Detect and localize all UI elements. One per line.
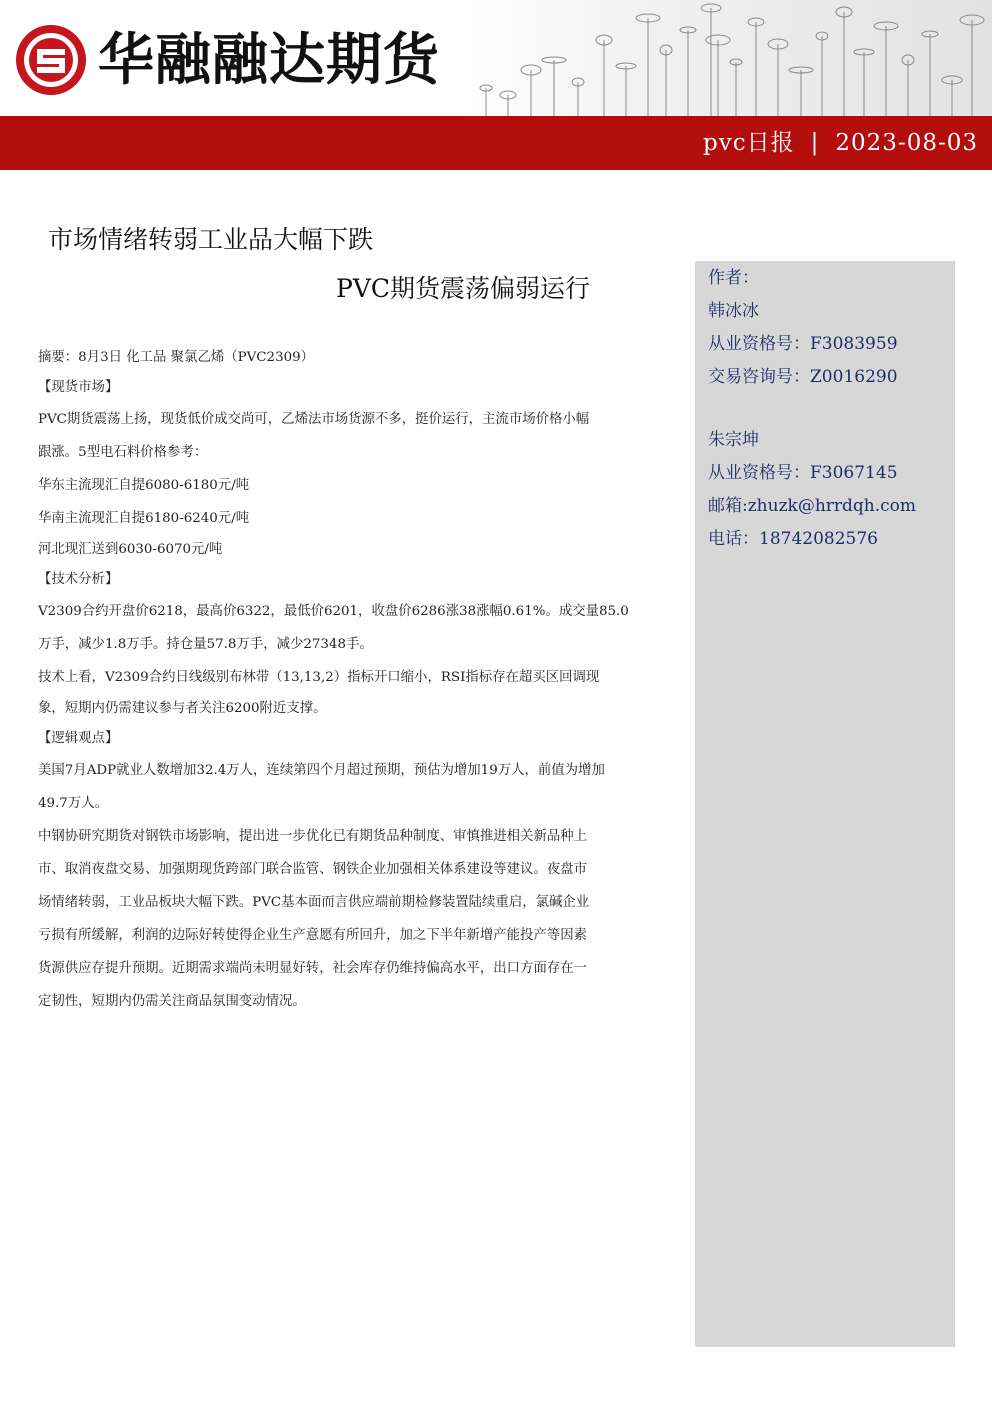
paragraph-line: 场情绪转弱，工业品板块大幅下跌。PVC基本面而言供应端前期检修装置陆续重启，氯碱企业	[38, 895, 590, 910]
report-title-line2: PVC期货震荡偏弱运行	[336, 274, 591, 303]
author2-phone: 电话：18742082576	[708, 529, 878, 549]
circle-s-logo-icon	[14, 23, 88, 97]
paragraph-line: 河北现汇送到6030-6070元/吨	[38, 542, 223, 557]
section-heading-spot: 【现货市场】	[38, 380, 119, 395]
author2-email[interactable]: 邮箱:zhuzk@hrrdqh.com	[708, 496, 917, 516]
report-info	[703, 126, 978, 160]
paragraph-line: 定韧性，短期内仍需关注商品氛围变动情况。	[38, 994, 306, 1009]
paragraph-line: 跟涨。5型电石料价格参考：	[38, 445, 208, 460]
paragraph-line: PVC期货震荡上扬，现货低价成交尚可，乙烯法市场货源不多，挺价运行，主流市场价格小幅	[38, 412, 590, 427]
paragraph-line: 象，短期内仍需建议参与者关注6200附近支撑。	[38, 701, 327, 716]
author1-qualification: 从业资格号：F3083959	[708, 334, 898, 354]
author-info	[708, 262, 948, 556]
paragraph-line: 49.7万人。	[38, 796, 108, 811]
paragraph-line: 华东主流现汇自提6080-6180元/吨	[38, 478, 250, 493]
author2-name: 朱宗坤	[708, 430, 759, 450]
paragraph-line: 市、取消夜盘交易、加强期现货跨部门联合监管、钢铁企业加强相关体系建设等建议。夜盘市	[38, 862, 588, 877]
paragraph-line: 技术上看，V2309合约日线级别布林带（13,13,2）指标开口缩小，RSI指标存在超买区回调现	[38, 670, 600, 685]
paragraph-line: V2309合约开盘价6218，最高价6322，最低价6201，收盘价6286涨38涨幅0.61%。成交量85.0	[38, 604, 629, 619]
paragraph-line: 中钢协研究期货对钢铁市场影响，提出进一步优化已有期货品种制度、审慎推进相关新品种上	[38, 829, 588, 844]
author-heading: 作者：	[708, 268, 759, 288]
paragraph-line: 亏损有所缓解，利润的边际好转使得企业生产意愿有所回升，加之下半年新增产能投产等因素	[38, 928, 588, 943]
summary-line: 摘要：8月3日 化工品 聚氯乙烯（PVC2309）	[38, 350, 315, 365]
author2-qualification: 从业资格号：F3067145	[708, 463, 898, 483]
brand-name: 华融融达期货	[98, 28, 440, 93]
report-title-line1: 市场情绪转弱工业品大幅下跌	[48, 225, 374, 254]
header-separator: |	[810, 130, 820, 156]
paragraph-line: 万手，减少1.8万手。持仓量57.8万手，减少27348手。	[38, 637, 373, 652]
author1-name: 韩冰冰	[708, 301, 759, 321]
report-name: pvc日报	[703, 130, 795, 156]
report-body	[38, 343, 678, 1018]
paragraph-line: 华南主流现汇自提6180-6240元/吨	[38, 511, 250, 526]
author1-consulting-number: 交易咨询号：Z0016290	[708, 367, 898, 387]
section-heading-logic: 【逻辑观点】	[38, 731, 119, 746]
section-heading-tech: 【技术分析】	[38, 572, 119, 587]
paragraph-line: 美国7月ADP就业人数增加32.4万人，连续第四个月超过预期，预估为增加19万人，前值为增加	[38, 763, 605, 778]
paragraph-line: 货源供应存提升预期。近期需求端尚未明显好转，社会库存仍维持偏高水平，出口方面存在一	[38, 961, 588, 976]
report-date: 2023-08-03	[835, 130, 978, 156]
report-header	[0, 0, 992, 170]
decorative-circles-graphic	[456, 0, 992, 118]
